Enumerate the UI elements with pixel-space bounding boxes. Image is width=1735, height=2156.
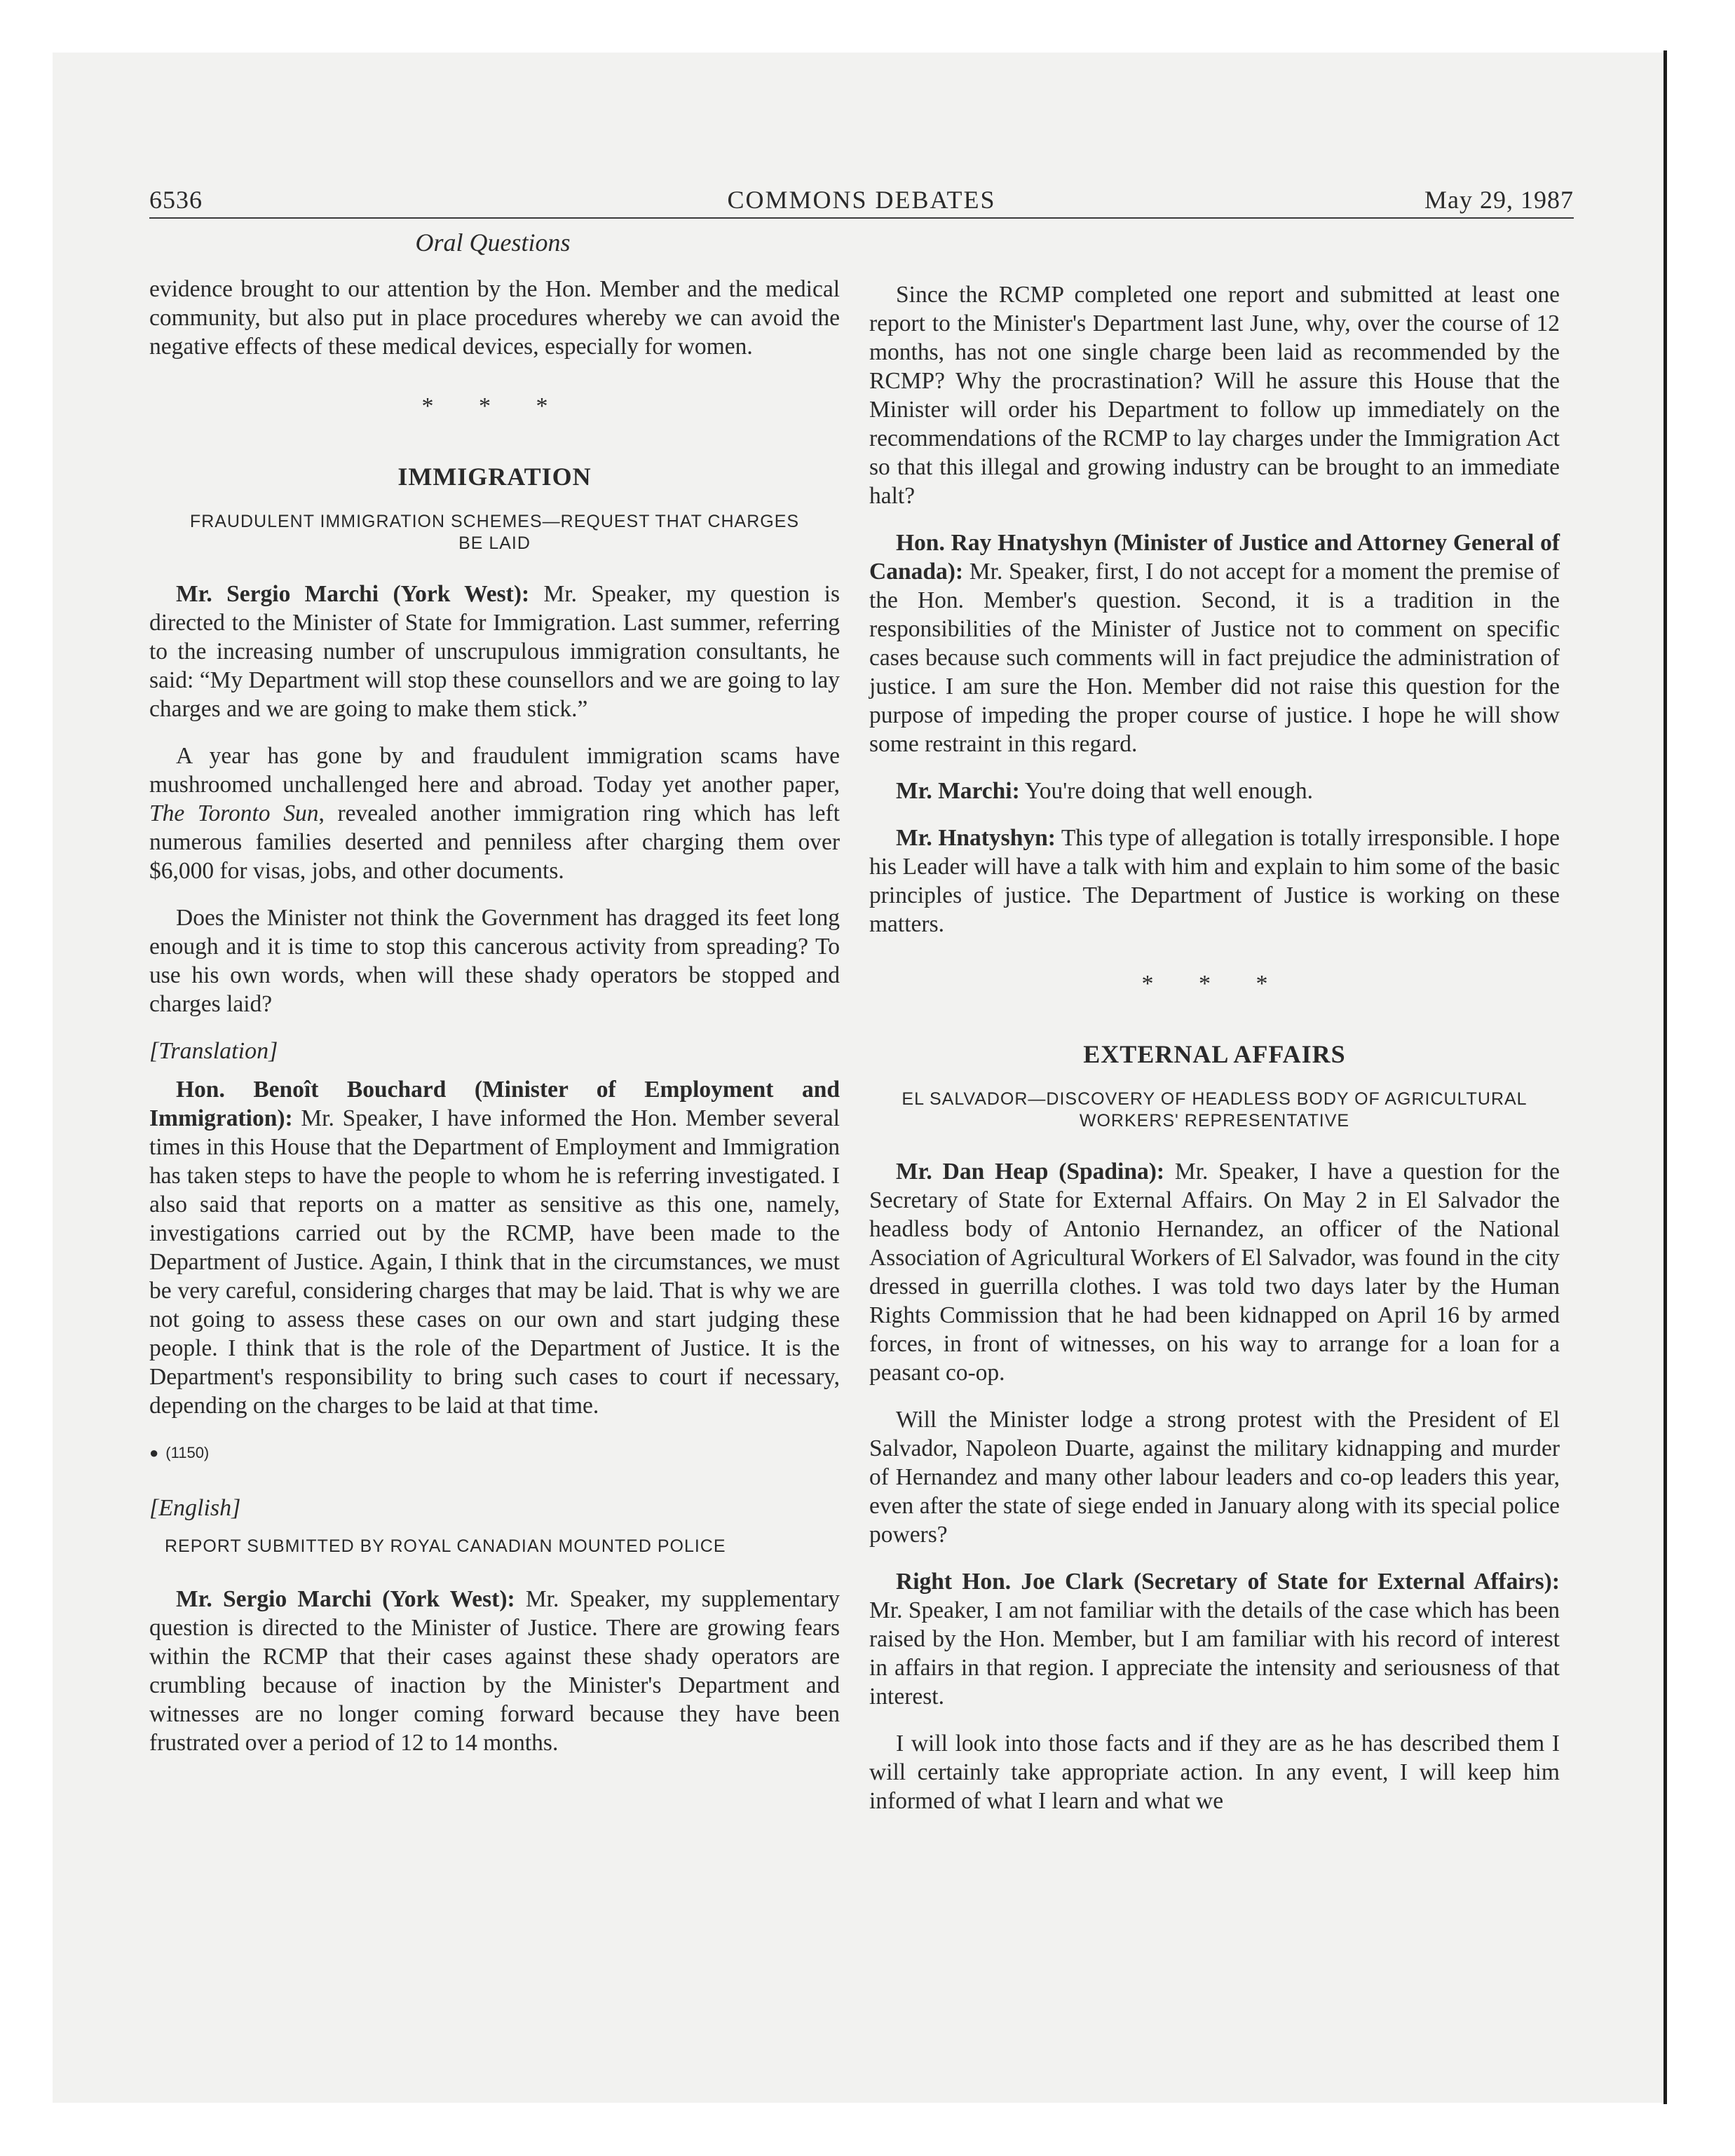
left-column: [149, 275, 840, 1775]
paragraph: [869, 777, 1560, 805]
paragraph: Does the Minister not think the Government has dragged its feet long enough and it is time to stop this cancerous activity from spreading? To use his own words, when will these shady operators be stopped and charges laid?: [149, 905, 840, 1017]
paragraph: [869, 528, 1560, 758]
speech-text: Mr. Speaker, I have informed the Hon. Member several times in this House that the Department of Employment and Immigration has taken steps to have the people to whom he is referring investigated. I also said that reports on a matter as sensitive as this one, namely, investigations carried out by the RCMP, have been made to the Department of Justice. Again, I think that in the circumstances, we must be very careful, considering charges that may be laid. That is why we are not going to assess these cases on our own and start judging these people. I think that is the role of the Department of Justice. It is the Department's responsibility to bring such cases to court if necessary, depending on the charges to be laid at that time.: [149, 1105, 840, 1419]
speaker-name: Mr. Sergio Marchi (York West):: [176, 1586, 515, 1612]
speech-text: A year has gone by and fraudulent immigration scams have mushroomed unchallenged here and abroad. Today yet another paper,: [149, 743, 840, 798]
page-edge-line: [1663, 50, 1667, 2104]
subsection-heading: FRAUDULENT IMMIGRATION SCHEMES—REQUEST THAT CHARGES BE LAID: [189, 512, 800, 553]
speaker-name: Mr. Hnatyshyn:: [896, 825, 1056, 851]
speech-text: You're doing that well enough.: [1019, 778, 1314, 804]
running-head: Oral Questions: [415, 228, 571, 257]
subsection-heading: EL SALVADOR—DISCOVERY OF HEADLESS BODY OF AGRICULTURAL WORKERS' REPRESENTATIVE: [901, 1089, 1528, 1131]
speaker-name: Hon. Ray Hnatyshyn (Minister of Justice and Attorney General of Canada):: [869, 530, 1560, 585]
paragraph: [149, 1585, 840, 1757]
right-column: [869, 280, 1560, 1834]
page-header: [149, 178, 1574, 219]
speech-text: , revealed another immigration ring which has left numerous families deserted and penniless after charging them over $6,000 for visas, jobs, and other documents.: [149, 800, 840, 884]
speech-text: Mr. Speaker, first, I do not accept for a moment the premise of the Hon. Member's question. Second, it is a tradition in the responsibilities of the Minister of Justice not to comment on specific cases because such comments will in fact prejudice the administration of justice. I am sure the Hon. Member did not raise this question for the purpose of impeding the proper course of justice. I hope he will show some restraint in this regard.: [869, 559, 1560, 757]
section-heading: EXTERNAL AFFAIRS: [1083, 1040, 1346, 1068]
paragraph: [149, 1075, 840, 1420]
publication-date: May 29, 1987: [1424, 186, 1574, 214]
speaker-name: Mr. Marchi:: [896, 778, 1020, 804]
sub-heading: REPORT SUBMITTED BY ROYAL CANADIAN MOUNTED POLICE: [165, 1536, 726, 1556]
section-heading: IMMIGRATION: [397, 463, 592, 491]
page-number: 6536: [149, 186, 203, 214]
speech-text: Mr. Speaker, my question is directed to the Minister of State for Immigration. Last summer, referring to the increasing number of unscrupulous immigration consultants, he said: “My Department will stop these counsellors and we are going to lay charges and we are going to make them stick.”: [149, 581, 840, 722]
section-separator: * * *: [1141, 971, 1288, 997]
time-marker: [149, 1438, 840, 1467]
speaker-name: Mr. Dan Heap (Spadina):: [896, 1159, 1165, 1185]
newspaper-title: The Toronto Sun: [149, 800, 319, 826]
bullet-icon: ●: [149, 1444, 159, 1461]
paragraph: [869, 1157, 1560, 1387]
speech-text: Mr. Speaker, I have a question for the Secretary of State for External Affairs. On May 2 in El Salvador the headless body of Antonio Hernandez, an officer of the National Association of Agricultural Workers of El Salvador, was found in the city dressed in guerrilla clothes. I was told two days later by the Human Rights Commission that he had been kidnapped on April 16 by armed forces, in front of witnesses, on his way to arrange for a loan for a peasant co-op.: [869, 1159, 1560, 1386]
speaker-name: Hon. Benoît Bouchard (Minister of Employment and Immigration):: [149, 1077, 840, 1131]
paragraph: [869, 1567, 1560, 1711]
speech-text: This type of allegation is totally irresponsible. I hope his Leader will have a talk with him and explain to him some of the basic principles of justice. The Department of Justice is working on these matters.: [869, 825, 1560, 937]
speaker-name: Mr. Sergio Marchi (York West):: [176, 581, 530, 607]
journal-title: COMMONS DEBATES: [727, 186, 996, 214]
speaker-name: Right Hon. Joe Clark (Secretary of State for External Affairs):: [896, 1569, 1560, 1595]
speech-text: Mr. Speaker, I am not familiar with the details of the case which has been raised by the Hon. Member, but I am familiar with his record of interest in affairs in that region. I appreciate the intensity and seriousness of that interest.: [869, 1597, 1560, 1710]
section-separator: * * *: [421, 393, 568, 419]
time-marker-text: (1150): [165, 1444, 210, 1461]
speech-text: Mr. Speaker, my supplementary question is directed to the Minister of Justice. There are growing fears within the RCMP that their cases against these shady operators are crumbling because of inaction by the Minister's Department and witnesses are no longer coming forward because they have been frustrated over a period of 12 to 14 months.: [149, 1586, 840, 1756]
language-marker: [English]: [149, 1495, 241, 1521]
paragraph: I will look into those facts and if they are as he has described them I will certainly take appropriate action. In any event, I will keep him informed of what I learn and what we: [869, 1731, 1560, 1814]
paragraph: Will the Minister lodge a strong protest with the President of El Salvador, Napoleon Duarte, against the military kidnapping and murder of Hernandez and many other labour leaders and co-op leaders this year, even after the state of siege ended in January along with its special police powers?: [869, 1407, 1560, 1548]
paragraph: [149, 580, 840, 723]
paragraph: evidence brought to our attention by the Hon. Member and the medical community, but also put in place procedures whereby we can avoid the negative effects of these medical devices, especially for women.: [149, 276, 840, 360]
language-marker: [Translation]: [149, 1038, 278, 1064]
paragraph: [869, 824, 1560, 939]
paragraph: Since the RCMP completed one report and submitted at least one report to the Minister's Department last June, why, over the course of 12 months, has not one single charge been laid as recommended by the RCMP? Why the procrastination? Will he assure this House that the Minister will order his Department to follow up immediately on the recommendations of the RCMP to lay charges under the Immigration Act so that this illegal and growing industry can be brought to an immediate halt?: [869, 282, 1560, 509]
paragraph: [149, 742, 840, 885]
